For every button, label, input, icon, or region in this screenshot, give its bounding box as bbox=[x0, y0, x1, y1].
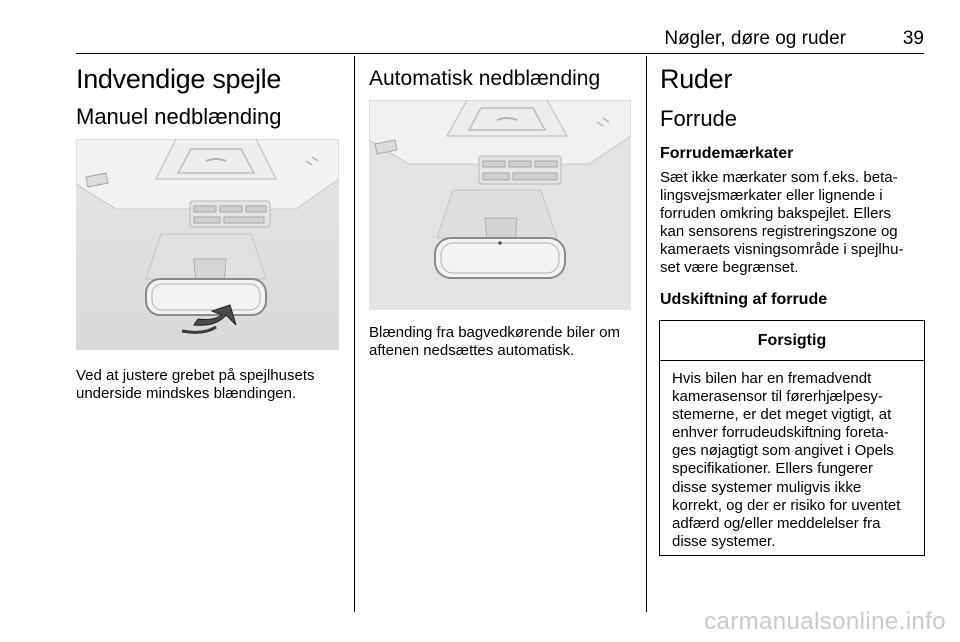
text-line: underside mindskes blændingen. bbox=[76, 385, 297, 402]
text-line: ges nøjagtigt som angivet i Opels bbox=[672, 442, 894, 460]
subheading-windscreen: Forrude bbox=[660, 106, 738, 131]
subheading-manual-dimming: Manuel nedblænding bbox=[76, 104, 282, 129]
manual-dimming-text bbox=[76, 367, 315, 403]
text-line: specifikationer. Ellers fungerer bbox=[672, 460, 873, 478]
text-line: lingsvejsmærkater eller lignende i bbox=[660, 187, 883, 204]
text-line: set være begrænset. bbox=[660, 259, 799, 276]
caution-box bbox=[659, 320, 925, 556]
header-rule bbox=[76, 53, 924, 54]
text-line: kan sensorens registreringszone og bbox=[660, 223, 898, 240]
figure-manual-mirror bbox=[76, 139, 339, 350]
auto-mirror-illustration bbox=[369, 100, 631, 310]
heading-windows: Ruder bbox=[660, 64, 733, 94]
caution-title: Forsigtig bbox=[660, 321, 924, 361]
section-heading-mirrors: Indvendige spejle bbox=[76, 64, 282, 94]
column-divider-right bbox=[646, 56, 647, 612]
page-number: 39 bbox=[902, 28, 924, 49]
section-title-stickers: Forrudemærkater bbox=[660, 145, 794, 162]
text-line: kameraets visningsområde i spejlhu- bbox=[660, 241, 904, 258]
text-line: korrekt, og der er risiko for uventet bbox=[672, 496, 901, 514]
manual-mirror-illustration bbox=[76, 139, 339, 350]
header-title: Nøgler, døre og ruder bbox=[664, 28, 846, 49]
text-line: disse systemer. bbox=[672, 532, 776, 550]
stickers-text bbox=[660, 169, 903, 277]
text-line: forruden omkring bakspejlet. Ellers bbox=[660, 205, 891, 222]
text-line: disse systemer muligvis ikke bbox=[672, 478, 862, 496]
text-line: kamerasensor til førerhjælpesy- bbox=[672, 388, 883, 406]
text-line: Hvis bilen har en fremadvendt bbox=[672, 370, 872, 387]
text-line: aftenen nedsættes automatisk. bbox=[369, 342, 575, 359]
text-line: Ved at justere grebet på spejlhusets bbox=[76, 367, 315, 384]
auto-dimming-text bbox=[369, 324, 620, 360]
text-line: adfærd og/eller meddelelser fra bbox=[672, 514, 881, 532]
column-divider-left bbox=[354, 56, 355, 612]
text-line: enhver forrudeudskiftning foreta- bbox=[672, 424, 889, 442]
section-title-replacement: Udskiftning af forrude bbox=[660, 291, 828, 308]
figure-auto-mirror bbox=[369, 100, 631, 310]
text-line: stemerne, er det meget vigtigt, at bbox=[672, 406, 892, 424]
watermark: carmanualsonline.info bbox=[704, 608, 946, 635]
text-line: Sæt ikke mærkater som f.eks. beta- bbox=[660, 169, 898, 186]
page-header bbox=[76, 28, 924, 52]
text-line: Blænding fra bagvedkørende biler om bbox=[369, 324, 620, 341]
caution-text bbox=[660, 361, 924, 551]
heading-auto-dimming: Automatisk nedblænding bbox=[369, 67, 601, 90]
